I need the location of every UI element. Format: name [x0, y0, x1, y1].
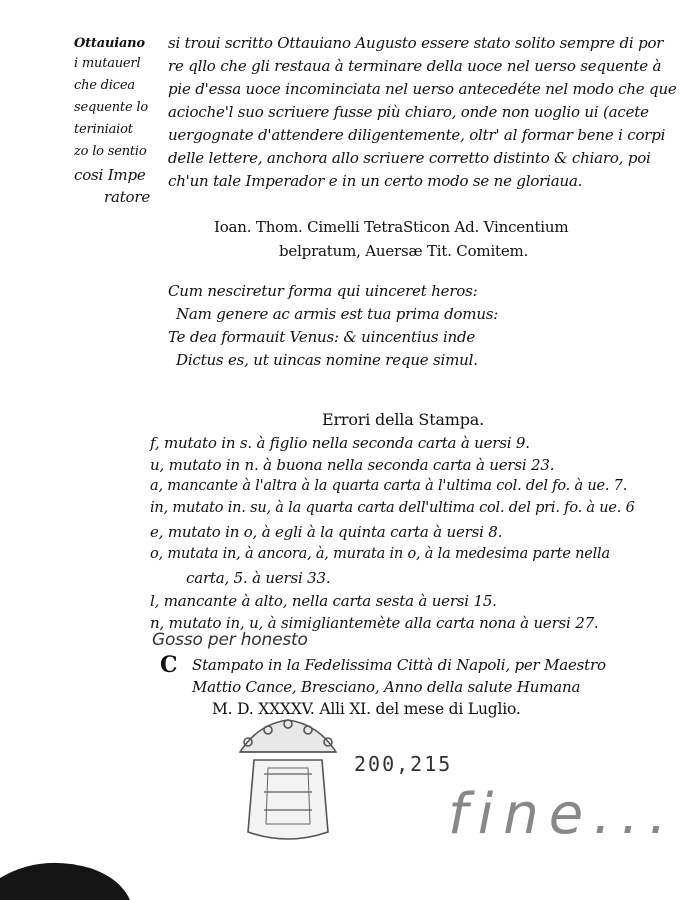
colophon-line: Stampato in la Fedelissima Città di Napoli, per Maestro	[192, 656, 606, 674]
paragraph-line: ch'un tale Imperador e in un certo modo se ne gloriaua.	[168, 172, 583, 190]
margin-note-line: teriniaiot	[74, 122, 133, 137]
library-number: 200,215	[354, 752, 453, 776]
margin-note-line: sequente lo	[74, 100, 148, 115]
fine-inscription: fine...	[448, 782, 677, 847]
errata-line: a, mancante à l'altra à la quarta carta à l'ultima col. del fo. à ue. 7.	[150, 478, 628, 494]
errata-line: o, mutata in, à ancora, à, murata in o, à la medesima parte nella	[150, 546, 610, 562]
paragraph-line: delle lettere, anchora allo scriuere corretto distinto & chiaro, poi	[168, 149, 651, 167]
colophon-mark: C	[160, 652, 178, 678]
colophon-line: M. D. XXXXV. Alli XI. del mese di Luglio.	[212, 700, 521, 718]
margin-note-line: Ottauiano	[74, 36, 145, 51]
crown-stamp-icon	[228, 712, 348, 852]
errata-line: e, mutato in o, à egli à la quinta carta à uersi 8.	[150, 523, 503, 541]
handwritten-note: Gosso per honesto	[152, 630, 308, 650]
errata-line: f, mutato in s. à figlio nella seconda carta à uersi 9.	[150, 434, 530, 452]
errata-line: l, mancante à alto, nella carta sesta à uersi 15.	[150, 592, 497, 610]
paragraph-line: re qllo che gli restaua à terminare della uoce nel uerso sequente à	[168, 57, 662, 75]
binding-shadow	[0, 848, 130, 900]
poem-line: Nam genere ac armis est tua prima domus:	[176, 305, 499, 323]
tetrasticon-heading: Ioan. Thom. Cimelli TetraSticon Ad. Vincentium	[214, 218, 569, 236]
paragraph-line: si troui scritto Ottauiano Augusto essere stato solito sempre di por	[168, 34, 664, 52]
poem-line: Cum nesciretur forma qui uinceret heros:	[168, 282, 478, 300]
margin-note-line: cosi Impe	[74, 166, 146, 184]
margin-note-line: i mutauerl	[74, 56, 141, 71]
margin-note-line: zo lo sentio	[74, 144, 147, 159]
errata-title: Errori della Stampa.	[322, 410, 485, 429]
paragraph-line: uergognate d'attendere diligentemente, oltr' al formar bene i corpi	[168, 126, 666, 144]
paragraph-line: acioche'l suo scriuere fusse più chiaro, onde non uoglio ui (acete	[168, 103, 649, 121]
poem-line: Te dea formauit Venus: & uincentius inde	[168, 328, 476, 346]
errata-line: u, mutato in n. à buona nella seconda carta à uersi 23.	[150, 456, 555, 474]
margin-note-line: che dicea	[74, 78, 135, 93]
poem-line: Dictus es, ut uincas nomine reque simul.	[176, 351, 478, 369]
margin-note-line: ratore	[104, 188, 151, 206]
errata-line: n, mutato in, u, à simigliantemète alla carta nona à uersi 27.	[150, 614, 599, 632]
paragraph-line: pie d'essa uoce incominciata nel uerso antecedéte nel modo che que	[168, 80, 677, 98]
tetrasticon-heading: belpratum, Auersæ Tit. Comitem.	[279, 242, 529, 260]
errata-line: in, mutato in. su, à la quarta carta dell'ultima col. del pri. fo. à ue. 6	[150, 500, 635, 516]
colophon-line: Mattio Cance, Bresciano, Anno della salute Humana	[192, 678, 581, 696]
errata-line: carta, 5. à uersi 33.	[186, 569, 331, 587]
